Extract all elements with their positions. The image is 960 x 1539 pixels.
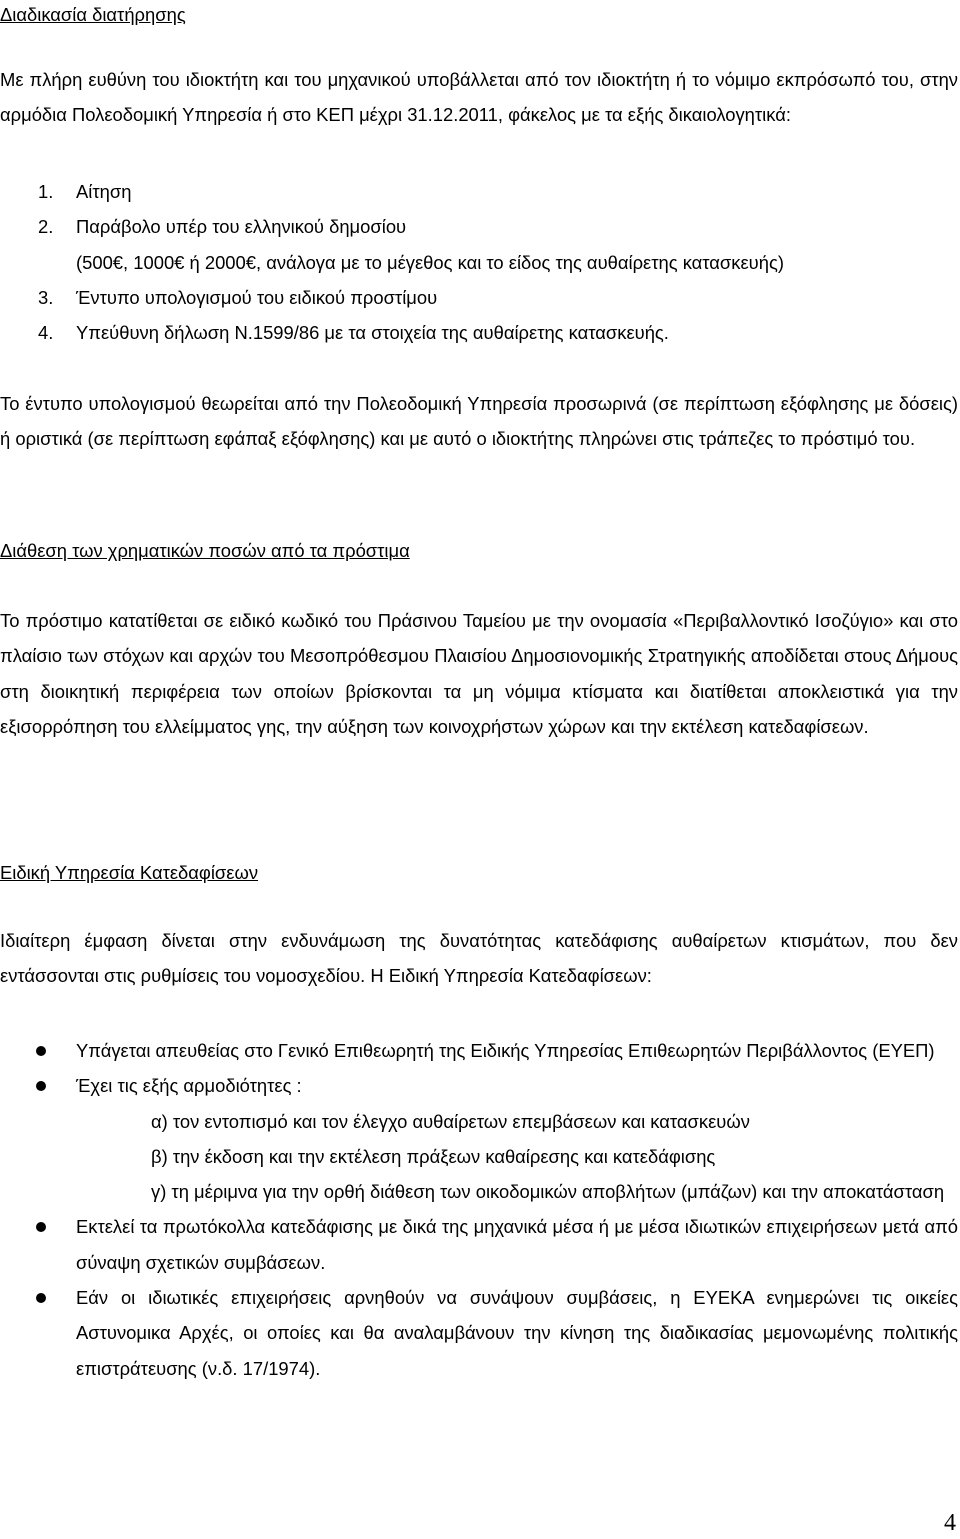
section-title-funds: Διάθεση των χρηματικών ποσών από τα πρόστιμα <box>0 540 410 561</box>
sub-item: α) τον εντοπισμό και τον έλεγχο αυθαίρετων επεμβάσεων και κατασκευών <box>151 1110 750 1132</box>
section-title-maintenance: Διαδικασία διατήρησης <box>0 4 186 25</box>
funds-body: Το πρόστιμο κατατίθεται σε ειδικό κωδικό του Πράσινου Ταμείου με την ονομασία «Περιβαλλοντικό Ισοζύγιο» και στο πλαίσιο των στόχων και αρχών του Μεσοπρόθεσμου Πλαισίου Δημοσιονομικής Στρατηγικής αποδίδεται στους Δήμους στη διοικητική περιφέρεια των οποίων βρίσκονται τα μη νόμιμα κτίσματα και διατίθεται αποκλειστικά για την εξισορρόπηση του ελλείμματος γης, την αύξηση των κοινοχρήστων χώρων και την εκτέλεση κατεδαφίσεων. <box>0 610 958 737</box>
service-bullet-list <box>0 1033 958 1386</box>
sub-item: γ) τη μέριμνα για την ορθή διάθεση των οικοδομικών αποβλήτων (μπάζων) και την αποκατάσταση <box>151 1181 945 1203</box>
bullet-icon <box>36 1293 46 1303</box>
maintenance-outro: Το έντυπο υπολογισμού θεωρείται από την Πολεοδομική Υπηρεσία προσωρινά (σε περίπτωση εξόφλησης με δόσεις) ή οριστικά (σε περίπτωση εφάπαξ εξόφλησης) και με αυτό ο ιδιοκτήτης πληρώνει στις τράπεζες το πρόστιμό του. <box>0 393 958 450</box>
maintenance-intro: Με πλήρη ευθύνη του ιδιοκτήτη και του μηχανικού υποβάλλεται από τον ιδιοκτήτη ή το νόμιμο εκπρόσωπό του, στην αρμόδια Πολεοδομική Υπηρεσία ή στο ΚΕΠ μέχρι 31.12.2011, φάκελος με τα εξής δικαιολογητικά: <box>0 69 958 126</box>
bullet-item <box>0 1033 958 1068</box>
bullet-text: Εάν οι ιδιωτικές επιχειρήσεις αρνηθούν να συνάψουν συμβάσεις, η ΕΥΕΚΑ ενημερώνει τις οικείες Αστυνομικα Αρχές, οι οποίες και θα αναλαμβάνουν την κίνηση της διαδικασίας μεμονωμένης πολιτικής επιστράτευσης (ν.δ. 17/1974). <box>76 1287 958 1379</box>
bullet-item <box>0 1209 958 1280</box>
bullet-text: Έχει τις εξής αρμοδιότητες : <box>76 1075 302 1097</box>
bullet-text: Υπάγεται απευθείας στο Γενικό Επιθεωρητή της Ειδικής Υπηρεσίας Επιθεωρητών Περιβάλλοντος (ΕΥΕΠ) <box>76 1040 935 1061</box>
bullet-icon <box>36 1046 46 1056</box>
list-number: 2. <box>38 216 54 238</box>
bullet-item <box>0 1068 958 1103</box>
service-intro: Ιδιαίτερη έμφαση δίνεται στην ενδυνάμωση της δυνατότητας κατεδάφισης αυθαίρετων κτισμάτων, που δεν εντάσσονται στις ρυθμίσεις του νομοσχεδίου. Η Ειδική Υπηρεσία Κατεδαφίσεων: <box>0 930 958 987</box>
bullet-text: Εκτελεί τα πρωτόκολλα κατεδάφισης με δικά της μηχανικά μέσα ή με μέσα ιδιωτικών επιχειρήσεων μετά από σύναψη σχετικών συμβάσεων. <box>76 1216 958 1273</box>
list-number: 1. <box>38 181 54 202</box>
list-item <box>0 209 958 280</box>
list-number: 3. <box>38 286 54 308</box>
list-item-text: Έντυπο υπολογισμού του ειδικού προστίμου <box>76 286 438 308</box>
list-item-text: Παράβολο υπέρ του ελληνικού δημοσίου <box>76 216 407 238</box>
list-item <box>0 315 958 350</box>
documents-list <box>0 174 958 350</box>
list-item <box>0 174 958 209</box>
bullet-icon <box>36 1222 46 1232</box>
bullet-icon <box>36 1081 46 1091</box>
list-item-detail: (500€, 1000€ ή 2000€, ανάλογα με το μέγεθος και το είδος της αυθαίρετης κατασκευής) <box>76 251 784 273</box>
list-item-text: Αίτηση <box>76 181 132 202</box>
list-number: 4. <box>38 322 54 344</box>
list-item <box>0 280 958 315</box>
sub-item: β) την έκδοση και την εκτέλεση πράξεων καθαίρεσης και κατεδάφισης <box>151 1145 716 1167</box>
list-item-text: Υπεύθυνη δήλωση Ν.1599/86 με τα στοιχεία της αυθαίρετης κατασκευής. <box>76 322 669 344</box>
section-title-service: Ειδική Υπηρεσία Κατεδαφίσεων <box>0 862 259 883</box>
page-number: 4 <box>944 1510 956 1536</box>
bullet-item <box>0 1280 958 1386</box>
